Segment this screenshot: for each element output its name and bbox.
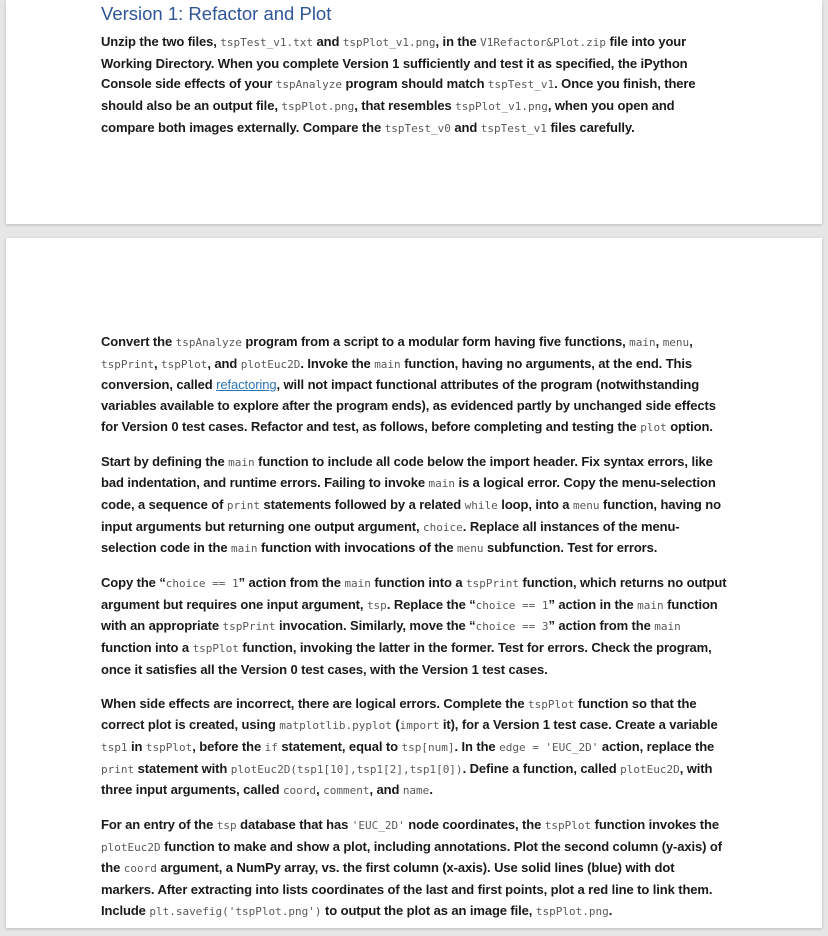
document-page-2 (6, 238, 822, 928)
intro-paragraph: Unzip the two files, tspTest_v1.txt and tspPlot_v1.png, in the V1Refactor&Plot.zip file into your Working Directory. When you complete Version 1 sufficiently and test it as specified, the iPython Console side effects of your tspAnalyze program should match tspTest_v1. Once you finish, there should also be an output file, tspPlot.png, that resembles tspPlot_v1.png, when you open and compare both images externally. Compare the tspTest_v0 and tspTest_v1 files carefully. (101, 34, 696, 135)
paragraph-tspprint: Copy the “choice == 1” action from the main function into a tspPrint function, which returns no output argument but requires one input argument, tsp. Replace the “choice == 1” action in the main function with an appropriate tspPrint invocation. Similarly, move the “choice == 3” action from the main function into a tspPlot function, invoking the latter in the former. Test for errors. Check the program, once it satisfies all the Version 0 test cases, with the Version 1 test cases. (101, 575, 727, 677)
page-2-content (101, 332, 731, 936)
paragraph-tspplot: When side effects are incorrect, there are logical errors. Complete the tspPlot function so that the correct plot is created, using matplotlib.pyplot (import it), for a Version 1 test case. Create a variable tsp1 in tspPlot, before the if statement, equal to tsp[num]. In the edge = 'EUC_2D' action, replace the print statement with plotEuc2D(tsp1[10],tsp1[2],tsp1[0]). Define a function, called plotEuc2D, with three input arguments, called coord, comment, and name. (101, 695, 718, 798)
section-title: Version 1: Refactor and Plot (101, 3, 332, 24)
paragraph-ploteuc2d: For an entry of the tsp database that has 'EUC_2D' node coordinates, the tspPlot function invokes the plotEuc2D function to make and show a plot, including annotations. Plot the second column (y-axis) of the coord argument, a NumPy array, vs. the first column (x-axis). Use solid lines (blue) with dot markers. After extracting into lists coordinates of the last and first points, plot a red line to link them. Include plt.savefig('tspPlot.png') to output the plot as an image file, tspPlot.png. (101, 817, 722, 918)
refactoring-link[interactable]: refactoring (216, 377, 277, 393)
paragraph-main-function: Start by defining the main function to include all code below the import header. Fix syntax errors, like bad indentation, and runtime errors. Failing to invoke main is a logical error. Copy the menu-selection code, a sequence of print statements followed by a related while loop, into a menu function, having no input arguments but returning one output argument, choice. Replace all instances of the menu-selection code in the main function with invocations of the menu subfunction. Test for errors. (101, 453, 721, 556)
page-1-content (101, 2, 731, 153)
paragraph-refactor: Convert the tspAnalyze program from a script to a modular form having five functions, main, menu, tspPrint, tspPlot, and plotEuc2D. Invoke the main function, having no arguments, at the end. This conversion, called refactoring, will not impact functional attributes of the program (notwithstanding variables available to explore after the program ends), as evidenced partly by unchanged side effects for Version 0 test cases. Refactor and test, as follows, before completing and testing the plot option. (101, 334, 716, 434)
document-page-1 (6, 0, 822, 224)
